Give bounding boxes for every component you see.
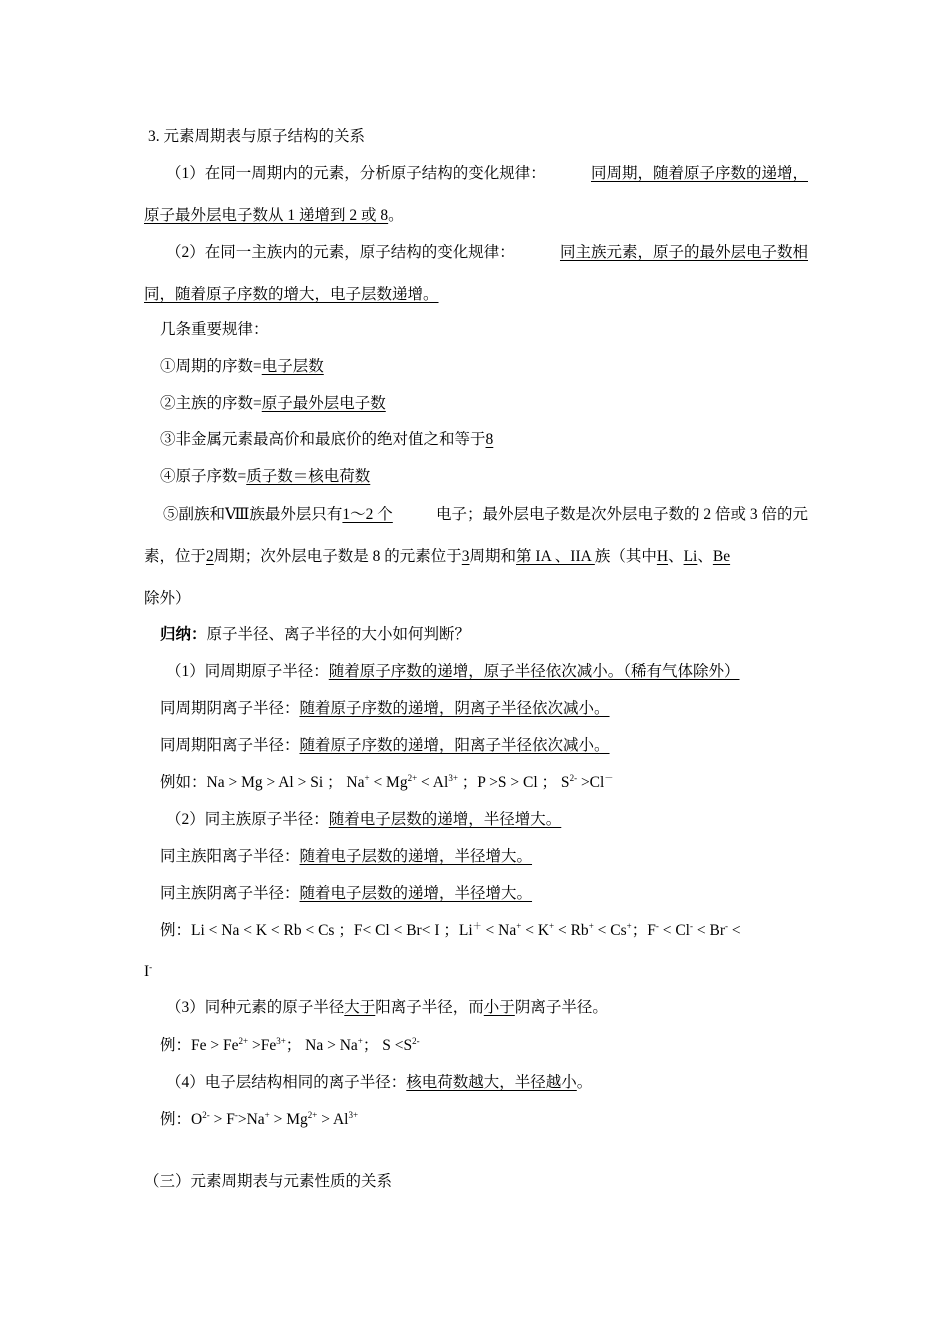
rule-5-line-2: 素，位于2周期；次外层电子数是 8 的元素位于3周期和第 IA 、IIA 族（其中H、Li、Be — [144, 548, 731, 565]
next-section-title: （三）元素周期表与元素性质的关系 — [144, 1173, 393, 1190]
summary-period-cation: 同周期阳离子半径：随着原子序数的递增，阳离子半径依次减小。 — [160, 737, 610, 754]
paragraph-1-line-2: 原子最外层电子数从 1 递增到 2 或 8。 — [144, 207, 404, 224]
rule-5-line-3: 除外） — [144, 590, 191, 607]
summary-same-electron-structure: （4）电子层结构相同的离子半径：核电荷数越大，半径越小。 — [166, 1074, 593, 1091]
summary-period-atom: （1）同周期原子半径：随着原子序数的递增，原子半径依次减小。（稀有气体除外） — [166, 663, 740, 680]
rule-5-line-1: ⑤副族和Ⅷ族最外层只有1～2 个 电子；最外层电子数是次外层电子数的 2 倍或 3 倍的元 — [163, 506, 808, 523]
example-3: 例：$Fe > Fe^{2+} >Fe^{3+}$； Na > Na+； $S <S^{2-}$ — [160, 1036, 420, 1054]
example-2-line-1: 例：Li < Na < K < Rb < Cs ；F< Cl < Br< I ；Li＋ < Na+ < K+ < Rb+ < Cs+；F- < Cl- < Br- < — [160, 921, 741, 939]
summary-group-cation: 同主族阳离子半径：随着电子层数的递增，半径增大。 — [160, 848, 533, 865]
rule-2: ②主族的序数=原子最外层电子数 — [160, 395, 386, 412]
summary-heading: 归纳：原子半径、离子半径的大小如何判断？ — [160, 626, 471, 643]
summary-label: 归纳： — [160, 626, 207, 643]
example-1: 例如：Na > Mg > Al > Si ； $Na^+ < Mg^{2+} < Al^{3+}$ ；P >S > Cl ； $S^{2-} >Cl^-$ — [160, 773, 614, 791]
summary-group-atom: （2）同主族原子半径：随着电子层数的递增，半径增大。 — [166, 811, 562, 828]
rules-heading: 几条重要规律： — [160, 321, 269, 338]
summary-same-element: （3）同种元素的原子半径大于阳离子半径，而小于阴离子半径。 — [166, 999, 608, 1016]
example-4: 例：$O^{2-} > F^->Na^+ > Mg^{2+} > Al^{3+}$ — [160, 1110, 359, 1128]
paragraph-2-line-2: 同，随着原子序数的增大，电子层数递增。 — [144, 286, 439, 303]
rule-4: ④原子序数=质子数＝核电荷数 — [160, 468, 371, 485]
paragraph-2-line-1: （2）在同一主族内的元素，原子结构的变化规律： 同主族元素，原子的最外层电子数相 — [166, 244, 808, 261]
summary-group-anion: 同主族阴离子半径：随着电子层数的递增，半径增大。 — [160, 885, 533, 902]
summary-period-anion: 同周期阴离子半径：随着原子序数的递增，阴离子半径依次减小。 — [160, 700, 610, 717]
rule-1: ①周期的序数=电子层数 — [160, 358, 324, 375]
section-title: 3. 元素周期表与原子结构的关系 — [148, 128, 366, 145]
rule-3: ③非金属元素最高价和最底价的绝对值之和等于8 — [160, 431, 494, 448]
example-2-line-2: I- — [144, 962, 153, 980]
paragraph-1-line-1: （1）在同一周期内的元素，分析原子结构的变化规律： 同周期，随着原子序数的递增， — [166, 165, 808, 182]
